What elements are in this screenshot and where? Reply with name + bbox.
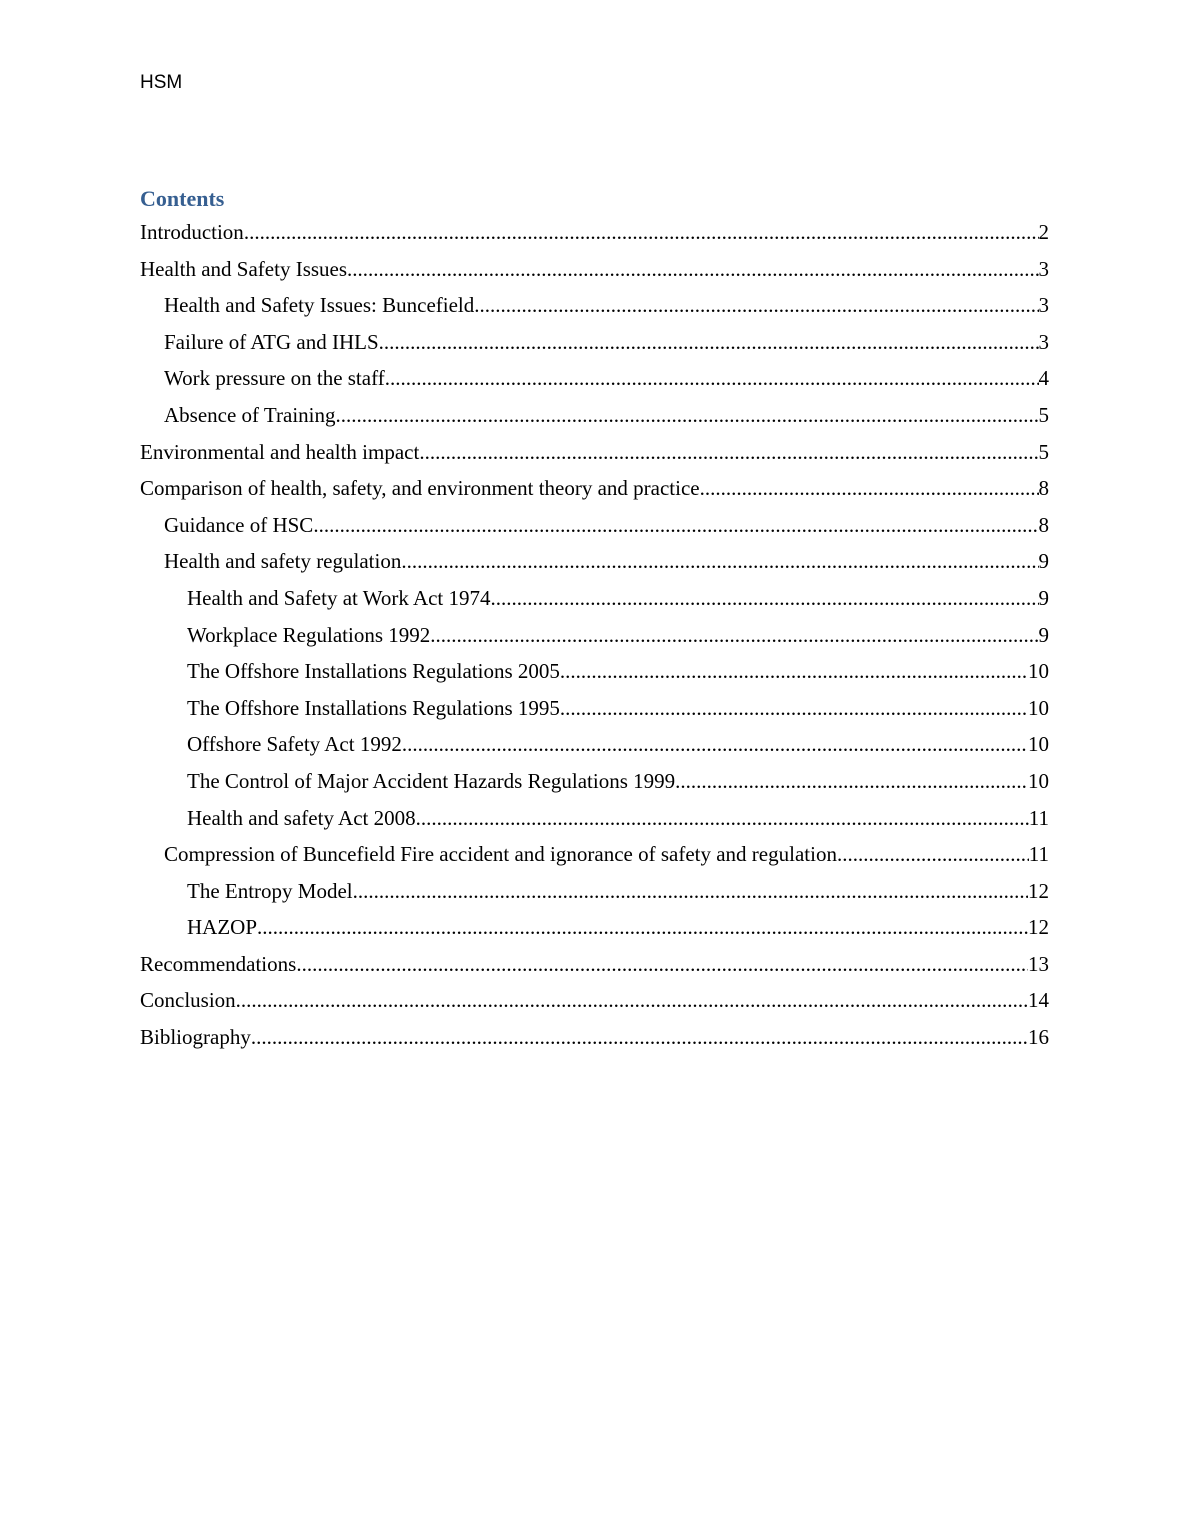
toc-page-number[interactable]: 16 (1028, 1025, 1049, 1050)
toc-entry[interactable] (140, 800, 1049, 837)
toc-entry[interactable] (140, 617, 1049, 654)
toc-entry-title[interactable]: Guidance of HSC (164, 512, 314, 537)
toc-dot-leader (491, 580, 1039, 617)
toc-dot-leader (416, 800, 1029, 837)
toc-entry-title[interactable]: Recommendations (140, 951, 297, 976)
toc-entry[interactable] (140, 324, 1049, 361)
toc-page-number[interactable]: 4 (1038, 366, 1049, 391)
toc-page-number[interactable]: 3 (1038, 329, 1049, 354)
toc-entry[interactable] (140, 946, 1049, 983)
toc-page-number[interactable]: 10 (1028, 768, 1049, 793)
toc-entry-title[interactable]: Health and safety regulation (164, 549, 402, 574)
toc-dot-leader (430, 617, 1038, 654)
toc-page-number[interactable]: 9 (1038, 622, 1049, 647)
toc-entry-title[interactable]: Failure of ATG and IHLS (164, 329, 379, 354)
toc-dot-leader (353, 873, 1028, 910)
toc-entry[interactable] (140, 763, 1049, 800)
toc-page-number[interactable]: 11 (1028, 805, 1049, 830)
toc-entry-title[interactable]: Health and Safety at Work Act 1974 (187, 585, 491, 610)
toc-page-number[interactable]: 14 (1028, 988, 1049, 1013)
toc-dot-leader (402, 726, 1028, 763)
toc-page-number[interactable]: 2 (1038, 220, 1049, 244)
toc-entry-title[interactable]: Conclusion (140, 988, 236, 1013)
toc-entry[interactable] (140, 287, 1049, 324)
toc-entry-title[interactable]: The Offshore Installations Regulations 1995 (187, 695, 560, 720)
toc-entry[interactable] (140, 360, 1049, 397)
toc-entry[interactable] (140, 909, 1049, 946)
toc-page-number[interactable]: 5 (1038, 402, 1049, 427)
toc-dot-leader (347, 251, 1038, 288)
toc-page-number[interactable]: 3 (1038, 256, 1049, 281)
toc-page-number[interactable]: 5 (1038, 439, 1049, 464)
toc-dot-leader (560, 690, 1028, 727)
toc-dot-leader (474, 287, 1038, 324)
toc-entry[interactable] (140, 251, 1049, 288)
toc-entry-title[interactable]: Offshore Safety Act 1992 (187, 732, 402, 757)
toc-page-number[interactable]: 10 (1028, 695, 1049, 720)
toc-entry-title[interactable]: Comparison of health, safety, and environment theory and practice (140, 476, 700, 501)
toc-dot-leader (296, 946, 1028, 983)
toc-entry-title[interactable]: Workplace Regulations 1992 (187, 622, 431, 647)
toc-dot-leader (401, 543, 1038, 580)
toc-dot-leader (837, 836, 1029, 873)
toc-entry-title[interactable]: Absence of Training (164, 402, 336, 427)
toc-dot-leader (700, 470, 1039, 507)
table-of-contents (140, 214, 1049, 1056)
toc-entry-title[interactable]: Introduction (140, 220, 244, 244)
toc-entry-title[interactable]: Bibliography (140, 1025, 251, 1050)
toc-dot-leader (236, 982, 1028, 1019)
toc-entry[interactable] (140, 470, 1049, 507)
toc-dot-leader (313, 507, 1038, 544)
toc-page-number[interactable]: 10 (1028, 659, 1049, 684)
toc-page-number[interactable]: 8 (1038, 512, 1049, 537)
toc-entry[interactable] (140, 434, 1049, 471)
toc-page-number[interactable]: 9 (1038, 549, 1049, 574)
toc-entry[interactable] (140, 507, 1049, 544)
toc-page-number[interactable]: 10 (1028, 732, 1049, 757)
toc-entry-title[interactable]: Health and Safety Issues: Buncefield (164, 293, 475, 318)
toc-dot-leader (379, 324, 1039, 361)
toc-entry[interactable] (140, 873, 1049, 910)
toc-page-number[interactable]: 13 (1028, 951, 1049, 976)
toc-entry-title[interactable]: Work pressure on the staff (164, 366, 385, 391)
toc-dot-leader (560, 653, 1028, 690)
toc-page-number[interactable]: 3 (1038, 293, 1049, 318)
toc-page-number[interactable]: 12 (1028, 915, 1049, 940)
toc-dot-leader (336, 397, 1039, 434)
toc-dot-leader (251, 1019, 1028, 1056)
toc-entry-title[interactable]: The Offshore Installations Regulations 2005 (187, 659, 560, 684)
toc-entry-title[interactable]: HAZOP (187, 915, 258, 940)
toc-entry[interactable] (140, 690, 1049, 727)
toc-entry[interactable] (140, 836, 1049, 873)
running-header: HSM (140, 72, 183, 93)
toc-entry[interactable] (140, 1019, 1049, 1056)
toc-entry[interactable] (140, 214, 1049, 251)
toc-entry[interactable] (140, 580, 1049, 617)
toc-page-number[interactable]: 9 (1038, 585, 1049, 610)
toc-entry[interactable] (140, 397, 1049, 434)
toc-entry-title[interactable]: Environmental and health impact (140, 439, 420, 464)
toc-entry[interactable] (140, 982, 1049, 1019)
toc-entry-title[interactable]: The Entropy Model (187, 878, 353, 903)
toc-entry[interactable] (140, 653, 1049, 690)
toc-dot-leader (244, 214, 1039, 251)
toc-entry-title[interactable]: The Control of Major Accident Hazards Regulations 1999 (187, 768, 676, 793)
toc-dot-leader (257, 909, 1028, 946)
toc-dot-leader (419, 434, 1038, 471)
toc-dot-leader (385, 360, 1039, 397)
toc-entry-title[interactable]: Health and safety Act 2008 (187, 805, 416, 830)
toc-dot-leader (675, 763, 1028, 800)
toc-page-number[interactable]: 8 (1038, 476, 1049, 501)
toc-page-number[interactable]: 12 (1028, 878, 1049, 903)
toc-entry-title[interactable]: Compression of Buncefield Fire accident and ignorance of safety and regulation (164, 842, 837, 867)
toc-entry[interactable] (140, 543, 1049, 580)
toc-entry[interactable] (140, 726, 1049, 763)
toc-page-number[interactable]: 11 (1028, 842, 1049, 867)
toc-title: Contents (140, 186, 225, 211)
toc-entry-title[interactable]: Health and Safety Issues (140, 256, 348, 281)
